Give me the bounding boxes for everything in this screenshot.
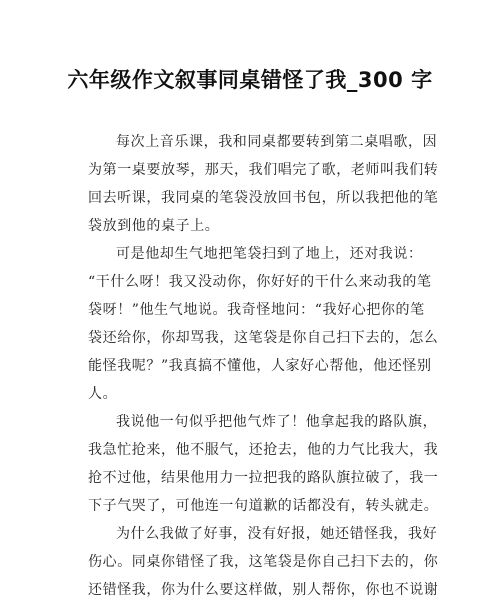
text-line: 回去听课，我同桌的笔袋没放回书包，所以我把他的笔 (88, 190, 439, 206)
paragraph-1 (88, 128, 439, 240)
text-line: 还错怪我，你为什么要这样做，别人帮你，你也不说谢 (88, 582, 439, 598)
paragraph-2 (88, 240, 439, 408)
text-line: 人。 (88, 386, 118, 402)
text-line: 为第一桌要放琴，那天，我们唱完了歌，老师叫我们转 (88, 162, 439, 178)
text-line: 我急忙抢来，他不服气，还抢去，他的力气比我大，我 (88, 442, 439, 458)
paragraph-3 (88, 408, 439, 520)
text-line: 袋还给你，你却骂我，这笔袋是你自己扫下去的，怎么 (88, 330, 439, 346)
text-line: 能怪我呢？”我真搞不懂他，人家好心帮他，他还怪别 (88, 358, 432, 374)
text-line: 可是他却生气地把笔袋扫到了地上，还对我说： (116, 246, 423, 262)
text-line: 抢不过他，结果他用力一拉把我的路队旗拉破了，我一 (88, 470, 439, 486)
paragraph-4 (88, 520, 439, 604)
text-line: 伤心。同桌你错怪了我，这笔袋是你自己扫下去的，你 (88, 554, 439, 570)
text-line: 下子气哭了，可他连一句道歉的话都没有，转头就走。 (88, 498, 439, 514)
text-line: 每次上音乐课，我和同桌都要转到第二桌唱歌，因 (116, 134, 438, 150)
text-line: “干什么呀！我又没动你，你好好的干什么来动我的笔 (88, 274, 432, 290)
document-title: 六年级作文叙事同桌错怪了我_300 字 (67, 68, 433, 92)
document-body (88, 128, 439, 604)
text-line: 袋放到他的桌子上。 (88, 218, 220, 234)
text-line: 为什么我做了好事，没有好报，她还错怪我，我好 (116, 526, 438, 542)
text-line: 袋呀！”他生气地说。我奇怪地问：“我好心把你的笔 (88, 302, 425, 318)
text-line: 我说他一句似乎把他气炸了！他拿起我的路队旗， (116, 414, 438, 430)
